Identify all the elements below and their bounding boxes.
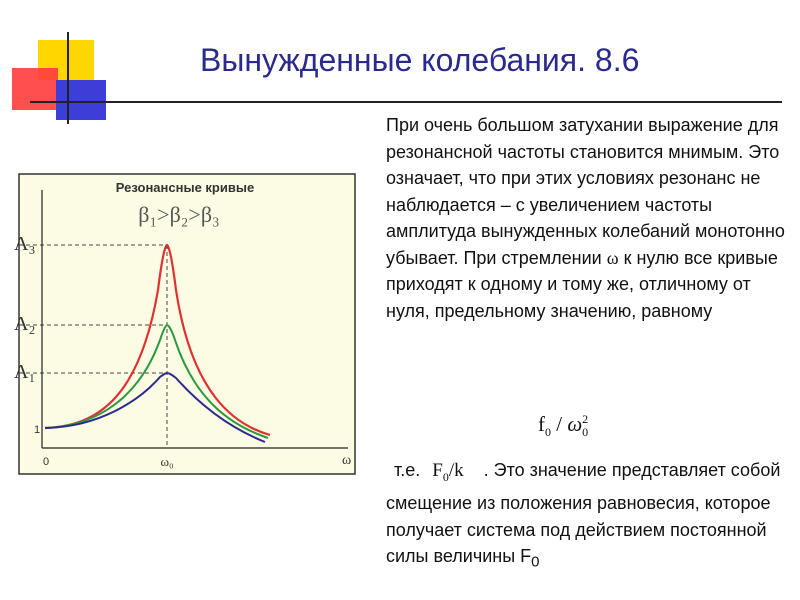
- label-omega: ω: [342, 453, 352, 468]
- paragraph-text: При очень большом затухании выражение для резонансной частоты становится мнимым. Это означает, что при этих условиях резонанс не наблюдается – с увеличением частоты амплитуда вынужденных колебаний монотонно убывает. При стремлении: [386, 115, 785, 268]
- inline-formula-F: F: [432, 460, 443, 481]
- label-omega0: ω₀: [160, 454, 174, 469]
- decor-horizontal-line: [30, 101, 782, 103]
- label-a3: A₃: [14, 233, 36, 255]
- limit-formula: [538, 412, 588, 440]
- label-zero: 0: [43, 456, 50, 468]
- inline-formula-rest: /k: [448, 460, 464, 481]
- conclusion-paragraph: [386, 457, 786, 576]
- formula-omega-sub: 0: [582, 425, 589, 440]
- resonance-chart: [0, 170, 360, 480]
- decor-blue-square: [56, 80, 106, 120]
- label-a1: A₁: [14, 361, 36, 383]
- body-paragraph: [386, 112, 786, 324]
- inline-formula: [432, 460, 464, 484]
- formula-omega: ω: [567, 412, 583, 436]
- inline-formula-F-sub: 0: [442, 469, 449, 484]
- formula-slash: /: [551, 412, 568, 436]
- label-one: 1: [34, 424, 41, 436]
- omega-symbol: ω: [606, 247, 619, 268]
- conclusion-mid: . Это значение представляет собой смещение из положения равновесия, которое получает система под действием постоянной силы величины F: [386, 460, 781, 567]
- formula-f-sub: 0: [545, 425, 551, 440]
- page-title: Вынужденные колебания. 8.6: [200, 42, 640, 78]
- conclusion-start: т.е.: [394, 460, 421, 480]
- formula-omega-sup: 2: [582, 412, 589, 426]
- decor-vertical-line: [67, 32, 69, 124]
- decor-red-square: [12, 68, 58, 110]
- label-a2: A₂: [14, 313, 36, 335]
- chart-title: Резонансные кривые: [115, 180, 255, 195]
- beta-label: β₁>β₂>β₃: [138, 202, 220, 227]
- paragraph-text-end: к нулю все кривые приходят к одному и тому же, отличному от нуля, предельному значению, равному: [386, 247, 778, 321]
- formula-f: f: [538, 412, 545, 436]
- conclusion-sub: 0: [531, 553, 540, 571]
